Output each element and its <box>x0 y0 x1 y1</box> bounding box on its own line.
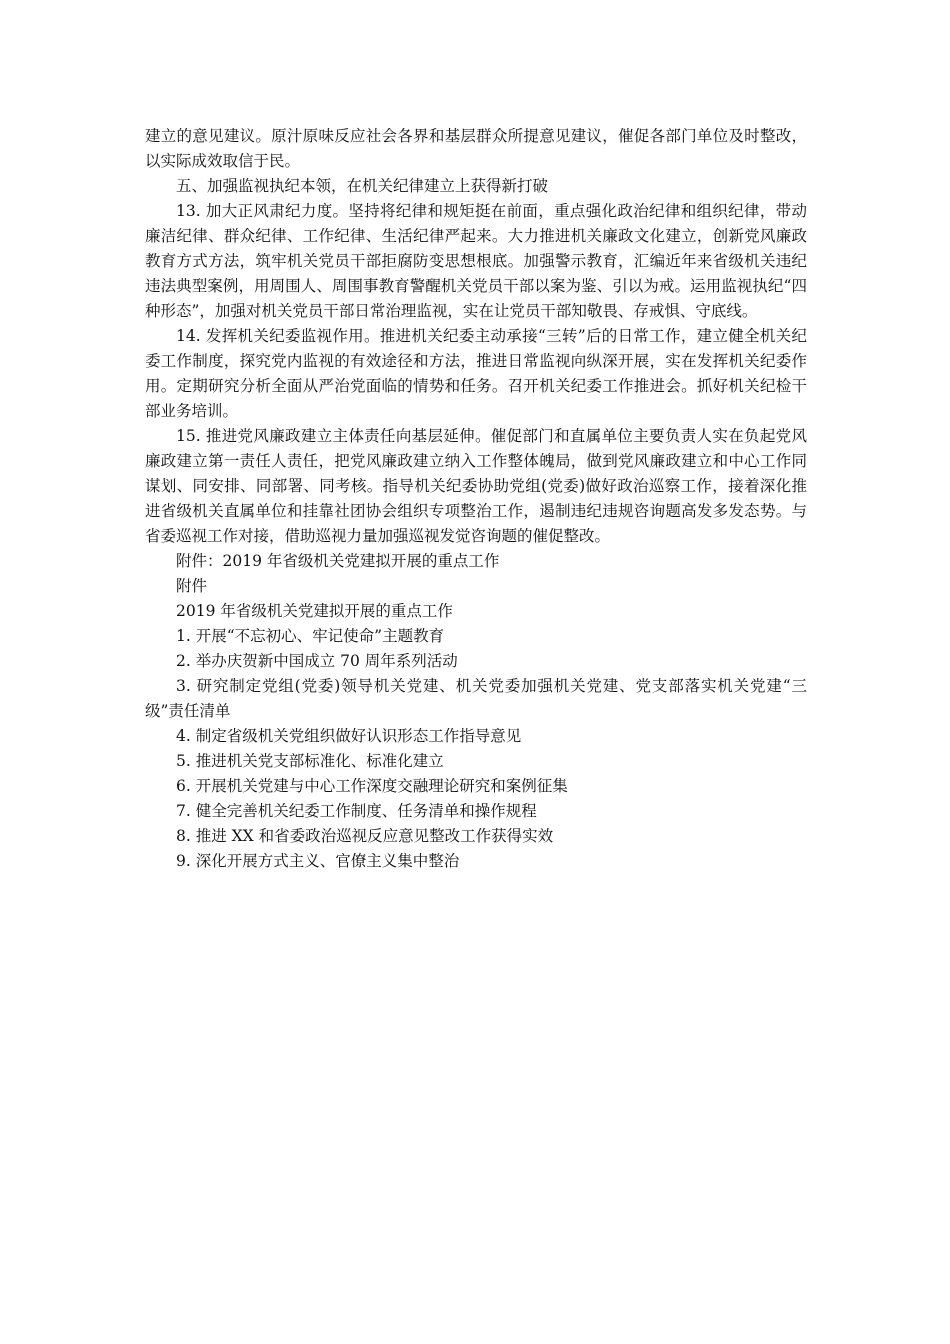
list-item: 4. 制定省级机关党组织做好认识形态工作指导意见 <box>176 727 522 745</box>
list-item: 7. 健全完善机关纪委工作制度、任务清单和操作规程 <box>176 802 537 820</box>
list-item: 6. 开展机关党建与中心工作深度交融理论研究和案例征集 <box>176 777 568 795</box>
document-body <box>145 124 807 874</box>
list-item: 1. 开展“不忘初心、牢记使命”主题教育 <box>176 627 445 645</box>
list-item: 5. 推进机关党支部标准化、标准化建立 <box>176 752 444 770</box>
paragraph-item-13: 13. 加大正风肃纪力度。坚持将纪律和规矩挺在前面，重点强化政治纪律和组织纪律，带动廉洁纪律、群众纪律、工作纪律、生活纪律严起来。大力推进机关廉政文化建立，创新党风廉政教育方式方法，筑牢机关党员干部拒腐防变思想根底。加强警示教育，汇编近年来省级机关违纪违法典型案例，用周围人、周围事教育警醒机关党员干部以案为鉴、引以为戒。运用监视执纪“四种形态”，加强对机关党员干部日常治理监视，实在让党员干部知敬畏、存戒惧、守底线。 <box>145 202 807 320</box>
list-item: 3. 研究制定党组(党委)领导机关党建、机关党委加强机关党建、党支部落实机关党建“三级”责任清单 <box>145 677 807 720</box>
attachment-label: 附件 <box>176 577 208 595</box>
section-heading-5: 五、加强监视执纪本领，在机关纪律建立上获得新打破 <box>176 177 549 195</box>
list-item: 8. 推进 XX 和省委政治巡视反应意见整改工作获得实效 <box>176 827 554 845</box>
list-item: 2. 举办庆贺新中国成立 70 周年系列活动 <box>176 652 458 670</box>
paragraph-item-15: 15. 推进党风廉政建立主体责任向基层延伸。催促部门和直属单位主要负责人实在负起党风廉政建立第一责任人责任，把党风廉政建立纳入工作整体魄局，做到党风廉政建立和中心工作同谋划、同安排、同部署、同考核。指导机关纪委协助党组(党委)做好政治巡察工作，接着深化推进省级机关直属单位和挂靠社团协会组织专项整治工作，遏制违纪违规咨询题高发多发态势。与省委巡视工作对接，借助巡视力量加强巡视发觉咨询题的催促整改。 <box>145 427 807 545</box>
paragraph-continuation: 建立的意见建议。原汁原味反应社会各界和基层群众所提意见建议，催促各部门单位及时整改，以实际成效取信于民。 <box>145 127 807 170</box>
attachment-note: 附件：2019 年省级机关党建拟开展的重点工作 <box>176 552 500 570</box>
paragraph-item-14: 14. 发挥机关纪委监视作用。推进机关纪委主动承接“三转”后的日常工作，建立健全机关纪委工作制度，探究党内监视的有效途径和方法，推进日常监视向纵深开展，实在发挥机关纪委作用。定期研究分析全面从严治党面临的情势和任务。召开机关纪委工作推进会。抓好机关纪检干部业务培训。 <box>145 327 807 420</box>
list-item: 9. 深化开展方式主义、官僚主义集中整治 <box>176 852 460 870</box>
attachment-title: 2019 年省级机关党建拟开展的重点工作 <box>176 602 453 620</box>
